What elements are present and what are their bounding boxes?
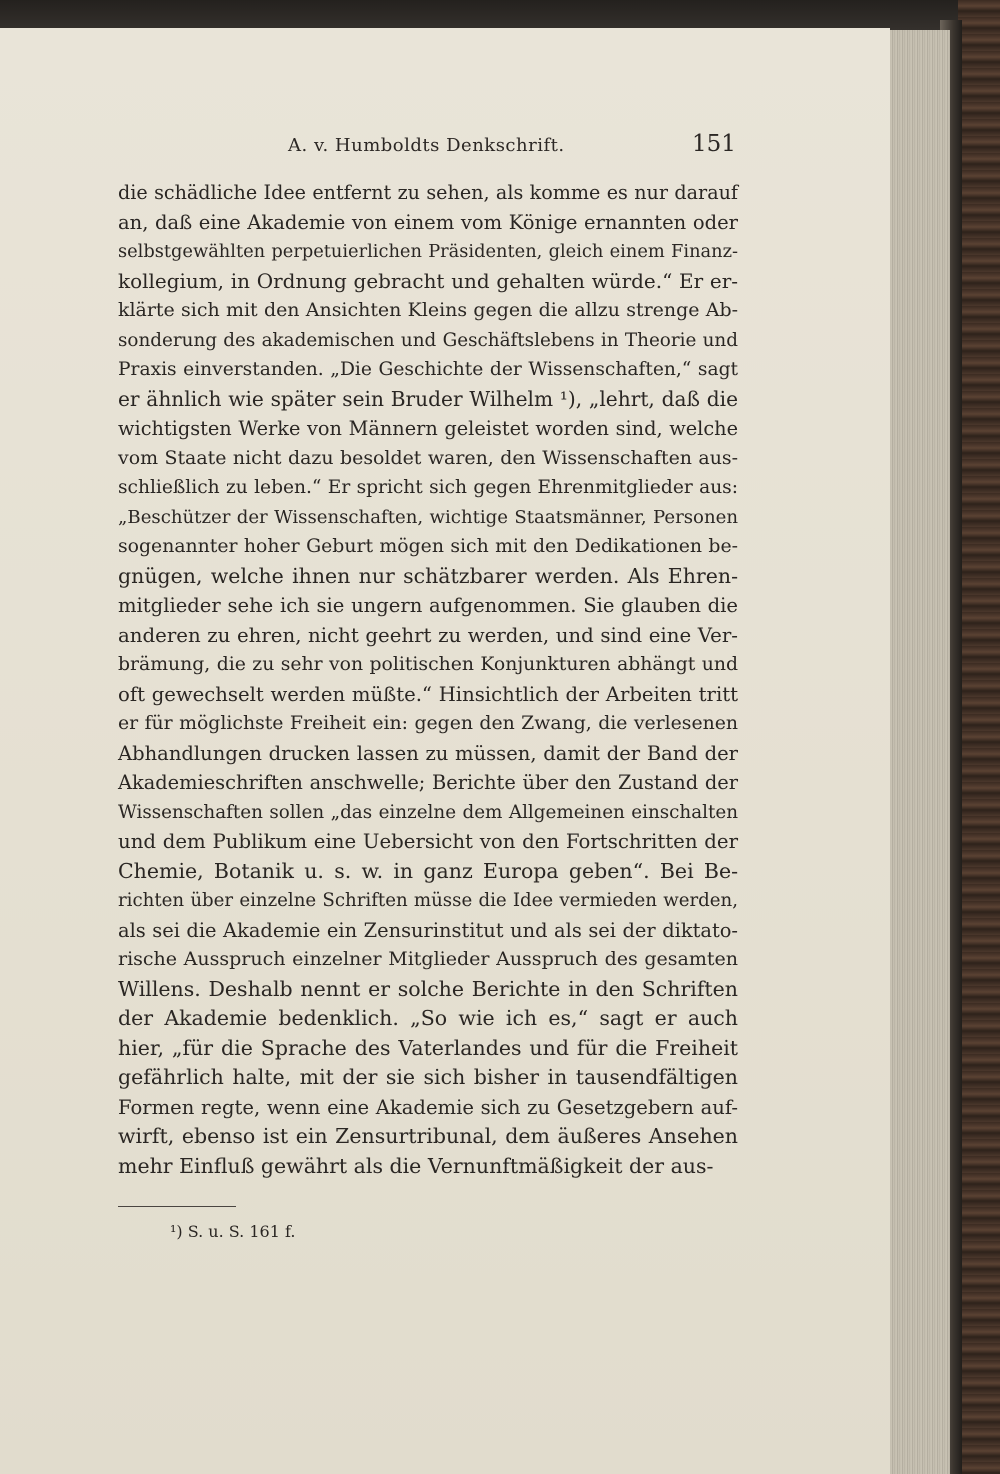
text-line: „Beschützer der Wissenschaften, wichtige Staatsmänner, Personen bbox=[118, 506, 738, 528]
text-line: als sei die Akademie ein Zensurinstitut und als sei der diktato- bbox=[118, 918, 738, 942]
text-line: Akademieschriften anschwelle; Berichte über den Zustand der bbox=[118, 771, 738, 794]
text-line: die schädliche Idee entfernt zu sehen, als komme es nur darauf bbox=[118, 181, 738, 204]
text-line: Chemie, Botanik u. s. w. in ganz Europa geben“. Bei Be- bbox=[118, 858, 738, 883]
text-line: gefährlich halte, mit der sie sich bisher in tausendfältigen bbox=[118, 1065, 738, 1089]
text-line: hier, „für die Sprache des Vaterlandes und für die Freiheit bbox=[118, 1035, 738, 1060]
text-line: richten über einzelne Schriften müsse die Idee vermieden werden, bbox=[118, 890, 738, 911]
text-line: oft gewechselt werden müßte.“ Hinsichtlich der Arbeiten tritt bbox=[118, 682, 738, 706]
text-line: Wissenschaften sollen „das einzelne dem Allgemeinen einschalten bbox=[118, 801, 738, 823]
page-number: 151 bbox=[692, 131, 736, 157]
text-line: Formen regte, wenn eine Akademie sich zu Gesetzgebern auf- bbox=[118, 1095, 738, 1119]
text-line: brämung, die zu sehr von politischen Konjunkturen abhängt und bbox=[118, 654, 738, 675]
page-header bbox=[0, 127, 890, 167]
footnote: ¹) S. u. S. 161 f. bbox=[170, 1222, 296, 1241]
text-line: wichtigsten Werke von Männern geleistet worden sind, welche bbox=[118, 417, 738, 440]
text-line: mehr Einfluß gewährt als die Vernunftmäßigkeit der aus- bbox=[118, 1153, 714, 1178]
text-line: sogenannter hoher Geburt mögen sich mit den Dedikationen be- bbox=[118, 536, 738, 557]
text-line: und dem Publikum eine Uebersicht von den Fortschritten der bbox=[118, 830, 738, 853]
text-line: der Akademie bedenklich. „So wie ich es,“ sagt er auch bbox=[118, 1006, 738, 1030]
text-line: Abhandlungen drucken lassen zu müssen, damit der Band der bbox=[118, 741, 738, 765]
running-head: A. v. Humboldts Denkschrift. bbox=[288, 135, 565, 156]
text-line: an, daß eine Akademie von einem vom Könige ernannten oder bbox=[118, 210, 738, 234]
text-line: wirft, ebenso ist ein Zensurtribunal, dem äußeres Ansehen bbox=[118, 1124, 738, 1148]
text-line: schließlich zu leben.“ Er spricht sich gegen Ehrenmitglieder aus: bbox=[118, 477, 738, 498]
top-shadow bbox=[0, 0, 960, 30]
text-line: selbstgewählten perpetuierlichen Präsidenten, gleich einem Finanz- bbox=[118, 241, 738, 262]
text-line: er für möglichste Freiheit ein: gegen den Zwang, die verlesenen bbox=[118, 713, 738, 734]
text-line: er ähnlich wie später sein Bruder Wilhelm ¹), „lehrt, daß die bbox=[118, 386, 738, 411]
book-cover-edge bbox=[958, 0, 1000, 1474]
text-line: anderen zu ehren, nicht geehrt zu werden, und sind eine Ver- bbox=[118, 623, 738, 647]
footnote-rule bbox=[118, 1206, 236, 1207]
text-line: klärte sich mit den Ansichten Kleins gegen die allzu strenge Ab- bbox=[118, 299, 738, 321]
text-line: kollegium, in Ordnung gebracht und gehalten würde.“ Er er- bbox=[118, 268, 738, 293]
text-line: gnügen, welche ihnen nur schätzbarer werden. Als Ehren- bbox=[118, 563, 738, 588]
text-line: vom Staate nicht dazu besoldet waren, den Wissenschaften aus- bbox=[118, 446, 738, 469]
body-text bbox=[118, 178, 738, 1181]
text-line: Willens. Deshalb nennt er solche Berichte in den Schriften bbox=[118, 976, 738, 1001]
text-line: mitglieder sehe ich sie ungern aufgenommen. Sie glauben die bbox=[118, 594, 738, 617]
text-line: Praxis einverstanden. „Die Geschichte der Wissenschaften,“ sagt bbox=[118, 359, 738, 380]
page-edges bbox=[888, 30, 950, 1474]
text-line: sonderung des akademischen und Geschäftslebens in Theorie und bbox=[118, 329, 738, 351]
text-line: rische Ausspruch einzelner Mitglieder Ausspruch des gesamten bbox=[118, 948, 738, 970]
